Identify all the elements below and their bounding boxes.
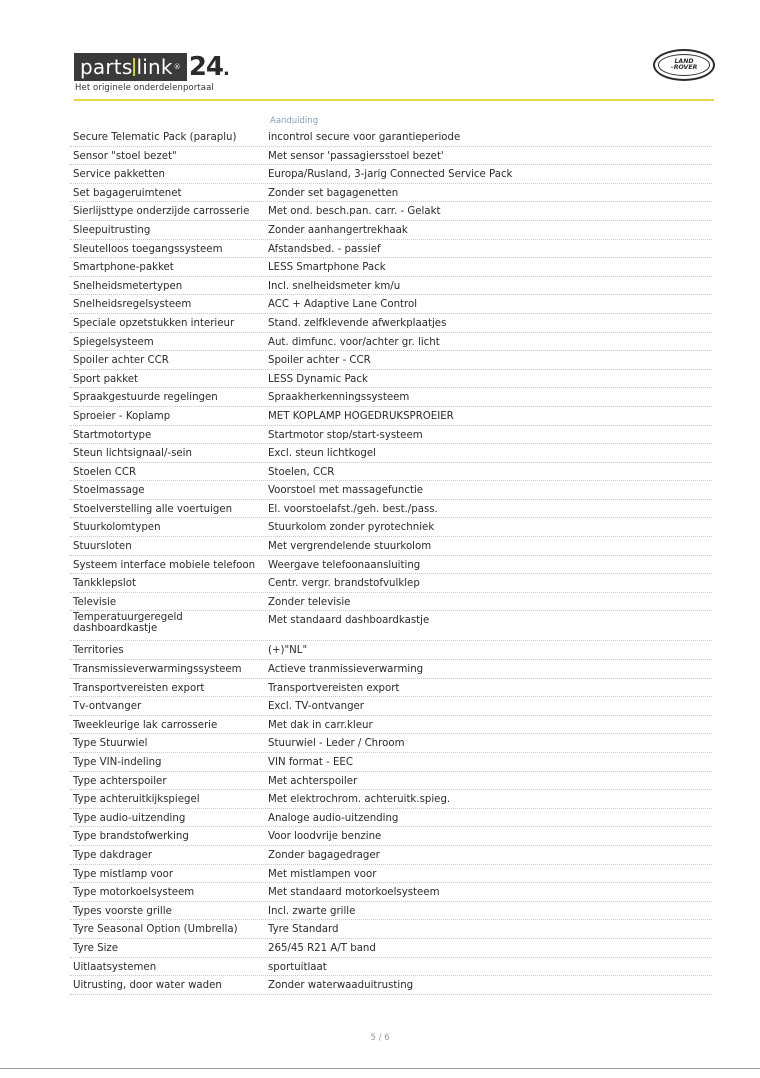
row-value: Stand. zelfklevende afwerkplaatjes (268, 317, 447, 329)
table-row (70, 593, 712, 612)
row-value: Zonder bagagedrager (268, 849, 380, 861)
row-label: Tyre Size (73, 942, 119, 954)
footer-divider (0, 1068, 760, 1069)
table-row (70, 147, 712, 166)
logo-registered-mark: ® (173, 63, 181, 71)
table-row (70, 165, 712, 184)
table-row (70, 240, 712, 259)
row-value: Transportvereisten export (268, 682, 400, 694)
row-label: Uitlaatsystemen (73, 961, 157, 973)
row-label: Territories (73, 645, 124, 657)
brand-line2-text: ROVER (673, 64, 698, 71)
table-row (70, 753, 712, 772)
row-value: Spraakherkenningssysteem (268, 392, 410, 404)
table-row (70, 500, 712, 519)
row-value: Aut. dimfunc. voor/achter gr. licht (268, 336, 440, 348)
row-label: Type Stuurwiel (73, 738, 148, 750)
table-row (70, 556, 712, 575)
row-value: Met vergrendelende stuurkolom (268, 541, 432, 553)
row-label: Uitrusting, door water waden (73, 980, 222, 992)
row-label: Tv-ontvanger (73, 701, 142, 713)
table-row (70, 426, 712, 445)
row-value: Tyre Standard (268, 924, 339, 936)
row-label: Type mistlamp voor (73, 868, 174, 880)
row-label: Spraakgestuurde regelingen (73, 392, 218, 404)
row-label: Set bagageruimtenet (73, 187, 182, 199)
row-value: Analoge audio-uitzending (268, 812, 399, 824)
table-row (70, 370, 712, 389)
page-number: 5 / 6 (370, 1033, 390, 1043)
row-value: Startmotor stop/start-systeem (268, 429, 423, 441)
table-row (70, 883, 712, 902)
row-label: Snelheidsregelsysteem (73, 299, 192, 311)
row-value: Voorstoel met massagefunctie (268, 485, 424, 497)
table-row (70, 221, 712, 240)
row-value: Incl. snelheidsmeter km/u (268, 280, 401, 292)
logo-wordmark (74, 53, 187, 81)
row-value: Incl. zwarte grille (268, 905, 356, 917)
brand-line2 (671, 65, 698, 72)
table-row (70, 958, 712, 977)
table-row (70, 697, 712, 716)
row-label: Spoiler achter CCR (73, 355, 169, 367)
row-label: Speciale opzetstukken interieur (73, 317, 235, 329)
row-label: Stuurkolomtypen (73, 522, 161, 534)
row-value: incontrol secure voor garantieperiode (268, 132, 461, 143)
row-value: Met ond. besch.pan. carr. - Gelakt (268, 206, 441, 218)
row-label: Temperatuurgeregeld dashboardkastje (73, 612, 183, 634)
logo-word-left: parts (80, 55, 133, 79)
row-value: Zonder televisie (268, 596, 351, 608)
table-row (70, 444, 712, 463)
row-label: Snelheidsmetertypen (73, 280, 183, 292)
row-value: ACC + Adaptive Lane Control (268, 299, 418, 311)
row-value: (+)"NL" (268, 645, 308, 657)
logo-number-text: 24 (188, 52, 223, 82)
row-label: Stuursloten (73, 541, 132, 553)
row-value: Zonder aanhangertrekhaak (268, 224, 408, 236)
table-row (70, 790, 712, 809)
row-label: Type achteruitkijkspiegel (73, 794, 200, 806)
row-value: Met standaard motorkoelsysteem (268, 887, 440, 899)
row-label: Stoelmassage (73, 485, 145, 497)
row-label: Steun lichtsignaal/-sein (73, 448, 192, 460)
table-row (70, 734, 712, 753)
row-label: Tankklepslot (73, 578, 136, 590)
row-label: Sport pakket (73, 373, 138, 385)
row-value: El. voorstoelafst./geh. best./pass. (268, 503, 438, 515)
row-value: Actieve tranmissieverwarming (268, 664, 424, 676)
table-row (70, 611, 712, 641)
row-value: Met standaard dashboardkastje (268, 615, 430, 627)
row-value: LESS Smartphone Pack (268, 262, 386, 274)
row-label: Type audio-uitzending (73, 812, 186, 824)
table-row (70, 388, 712, 407)
table-row (70, 574, 712, 593)
logo-tagline: Het originele onderdelenportaal (75, 83, 214, 93)
row-value: Met achterspoiler (268, 775, 358, 787)
row-value: MET KOPLAMP HOGEDRUKSPROEIER (268, 410, 454, 422)
brand-dash: – (670, 64, 674, 71)
table-row (70, 295, 712, 314)
table-row (70, 537, 712, 556)
table-row (70, 679, 712, 698)
table-row (70, 772, 712, 791)
table-row (70, 407, 712, 426)
row-label: Type brandstofwerking (73, 831, 189, 843)
row-label: Smartphone-pakket (73, 262, 174, 274)
logo-separator (133, 58, 135, 76)
table-row (70, 518, 712, 537)
row-value: VIN format - EEC (268, 757, 353, 768)
row-label: Stoelen CCR (73, 466, 137, 478)
row-value: Voor loodvrije benzine (268, 831, 382, 843)
table-row (70, 128, 712, 147)
row-value: Zonder set bagagenetten (268, 187, 399, 199)
table-row (70, 660, 712, 679)
table-row (70, 809, 712, 828)
row-label: Sleutelloos toegangssysteem (73, 243, 223, 255)
row-label: Service pakketten (73, 169, 166, 181)
row-label: Transportvereisten export (73, 682, 205, 694)
table-row (70, 333, 712, 352)
row-value: Stoelen, CCR (268, 466, 335, 478)
brand-badge-inner (658, 54, 710, 76)
table-row (70, 258, 712, 277)
row-value: Centr. vergr. brandstofvulklep (268, 578, 420, 590)
row-label: Sensor "stoel bezet" (73, 150, 177, 162)
table-row (70, 939, 712, 958)
row-value: Weergave telefoonaansluiting (268, 559, 421, 571)
row-label: Sleepuitrusting (73, 224, 151, 236)
logo-dot: . (223, 59, 229, 80)
row-label: Secure Telematic Pack (paraplu) (73, 132, 237, 143)
row-label: Sproeier - Koplamp (73, 410, 171, 422)
brand-line1: LAND (674, 57, 694, 65)
row-value: Excl. steun lichtkogel (268, 448, 376, 460)
table-row (70, 716, 712, 735)
table-row (70, 277, 712, 296)
row-label: Types voorste grille (73, 905, 172, 917)
row-value: Afstandsbed. - passief (268, 243, 381, 255)
row-label: Type VIN-indeling (73, 757, 162, 768)
row-value: Met mistlampen voor (268, 868, 377, 880)
specification-table (70, 128, 712, 995)
row-value: Zonder waterwaaduitrusting (268, 980, 414, 992)
header-divider (74, 99, 714, 101)
row-label: Sierlijsttype onderzijde carrosserie (73, 206, 250, 218)
row-label: Systeem interface mobiele telefoon (73, 559, 256, 571)
row-label: Type motorkoelsysteem (73, 887, 195, 899)
row-label: Tweekleurige lak carrosserie (73, 719, 218, 731)
row-value: Europa/Rusland, 3-jarig Connected Service Pack (268, 169, 513, 181)
row-value: Met elektrochrom. achteruitk.spieg. (268, 794, 451, 806)
table-row (70, 827, 712, 846)
row-value: sportuitlaat (268, 961, 327, 973)
land-rover-logo (653, 49, 715, 81)
table-row (70, 184, 712, 203)
table-row (70, 641, 712, 660)
row-value: Met sensor 'passagiersstoel bezet' (268, 150, 444, 162)
row-label: Stoelverstelling alle voertuigen (73, 503, 233, 515)
row-value: Stuurkolom zonder pyrotechniek (268, 522, 435, 534)
column-heading-value: Aanduiding (270, 116, 319, 126)
table-row (70, 846, 712, 865)
row-value: Stuurwiel - Leder / Chroom (268, 738, 405, 750)
table-row (70, 202, 712, 221)
logo-word-right: link (136, 55, 173, 79)
partslink24-logo (74, 53, 229, 81)
row-value: Excl. TV-ontvanger (268, 701, 364, 713)
row-value: Met dak in carr.kleur (268, 719, 373, 731)
table-row (70, 902, 712, 921)
row-label: Startmotortype (73, 429, 152, 441)
table-row (70, 481, 712, 500)
table-row (70, 920, 712, 939)
table-row (70, 351, 712, 370)
logo-number (189, 53, 229, 81)
table-row (70, 865, 712, 884)
row-value: Spoiler achter - CCR (268, 355, 371, 367)
row-label: Spiegelsysteem (73, 336, 154, 348)
row-label: Type dakdrager (73, 849, 153, 861)
table-row (70, 314, 712, 333)
row-value: LESS Dynamic Pack (268, 373, 368, 385)
row-label: Transmissieverwarmingssysteem (73, 664, 242, 676)
table-row (70, 976, 712, 995)
table-row (70, 463, 712, 482)
row-label: Type achterspoiler (73, 775, 167, 787)
row-value: 265/45 R21 A/T band (268, 942, 376, 954)
row-label: Televisie (73, 596, 117, 608)
row-label: Tyre Seasonal Option (Umbrella) (73, 924, 238, 936)
